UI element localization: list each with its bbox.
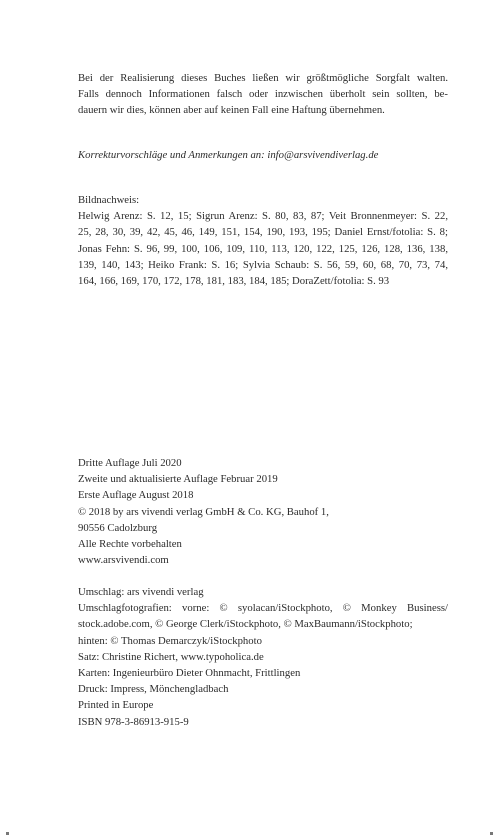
- isbn-line: ISBN 978-3-86913-915-9: [78, 715, 189, 728]
- edition-block: [78, 455, 448, 568]
- production-line: Karten: Ingenieurbüro Dieter Ohnmacht, Frittlingen: [78, 667, 301, 680]
- website-line: www.arsvivendi.com: [78, 554, 169, 567]
- production-line: Umschlag: ars vivendi verlag: [78, 586, 204, 598]
- photo-credits-line: 25, 28, 30, 39, 42, 45, 46, 149, 151, 154, 190, 193, 195; Daniel Ernst/fotolia: S. 8;: [78, 226, 448, 239]
- photo-credits-line: 164, 166, 169, 170, 172, 178, 181, 183, 184, 185; DoraZett/fotolia: S. 93: [78, 275, 390, 288]
- copyright-line: © 2018 by ars vivendi verlag GmbH & Co. KG, Bauhof 1,: [78, 505, 329, 518]
- disclaimer-block: [78, 70, 448, 119]
- disclaimer-line: dauern wir dies, können aber auf keinen Fall eine Haftung übernehmen.: [78, 104, 385, 117]
- edition-line: Dritte Auflage Juli 2020: [78, 457, 182, 469]
- disclaimer-line: Falls dennoch Informationen falsch oder inzwischen überholt sein sollten, be-: [78, 88, 448, 101]
- photo-credits-block: [78, 192, 448, 289]
- photo-credits-line: Helwig Arenz: S. 12, 15; Sigrun Arenz: S. 80, 83, 87; Veit Bronnenmeyer: S. 22,: [78, 210, 448, 223]
- photo-credits-line: Jonas Fehn: S. 96, 99, 100, 106, 109, 110, 113, 120, 122, 125, 126, 128, 136, 138,: [78, 242, 448, 255]
- production-line: Umschlagfotografien: vorne: © syolacan/iStockphoto, © Monkey Business/: [78, 602, 448, 615]
- production-line: hinten: © Thomas Demarczyk/iStockphoto: [78, 634, 262, 647]
- production-block: [78, 584, 448, 730]
- photo-credits-line: 139, 140, 143; Heiko Frank: S. 16; Sylvia Schaub: S. 56, 59, 60, 68, 70, 73, 74,: [78, 258, 448, 271]
- contact-note: Korrekturvorschläge und Anmerkungen an: info@arsvivendiverlag.de: [78, 149, 379, 161]
- disclaimer-line: Bei der Realisierung dieses Buches ließen wir größtmögliche Sorgfalt walten.: [78, 72, 448, 84]
- production-line: Druck: Impress, Mönchengladbach: [78, 683, 229, 696]
- crop-mark: [6, 832, 9, 835]
- address-line: 90556 Cadolzburg: [78, 521, 158, 534]
- crop-mark: [490, 832, 493, 835]
- rights-line: Alle Rechte vorbehalten: [78, 538, 182, 551]
- contact-block: [78, 147, 448, 163]
- edition-line: Zweite und aktualisierte Auflage Februar 2019: [78, 473, 278, 486]
- production-line: stock.adobe.com, © George Clerk/iStockphoto, © MaxBaumann/iStockphoto;: [78, 618, 413, 631]
- edition-line: Erste Auflage August 2018: [78, 489, 194, 502]
- production-line: Printed in Europe: [78, 699, 154, 712]
- production-line: Satz: Christine Richert, www.typoholica.de: [78, 650, 264, 663]
- photo-credits-heading: Bildnachweis:: [78, 194, 140, 206]
